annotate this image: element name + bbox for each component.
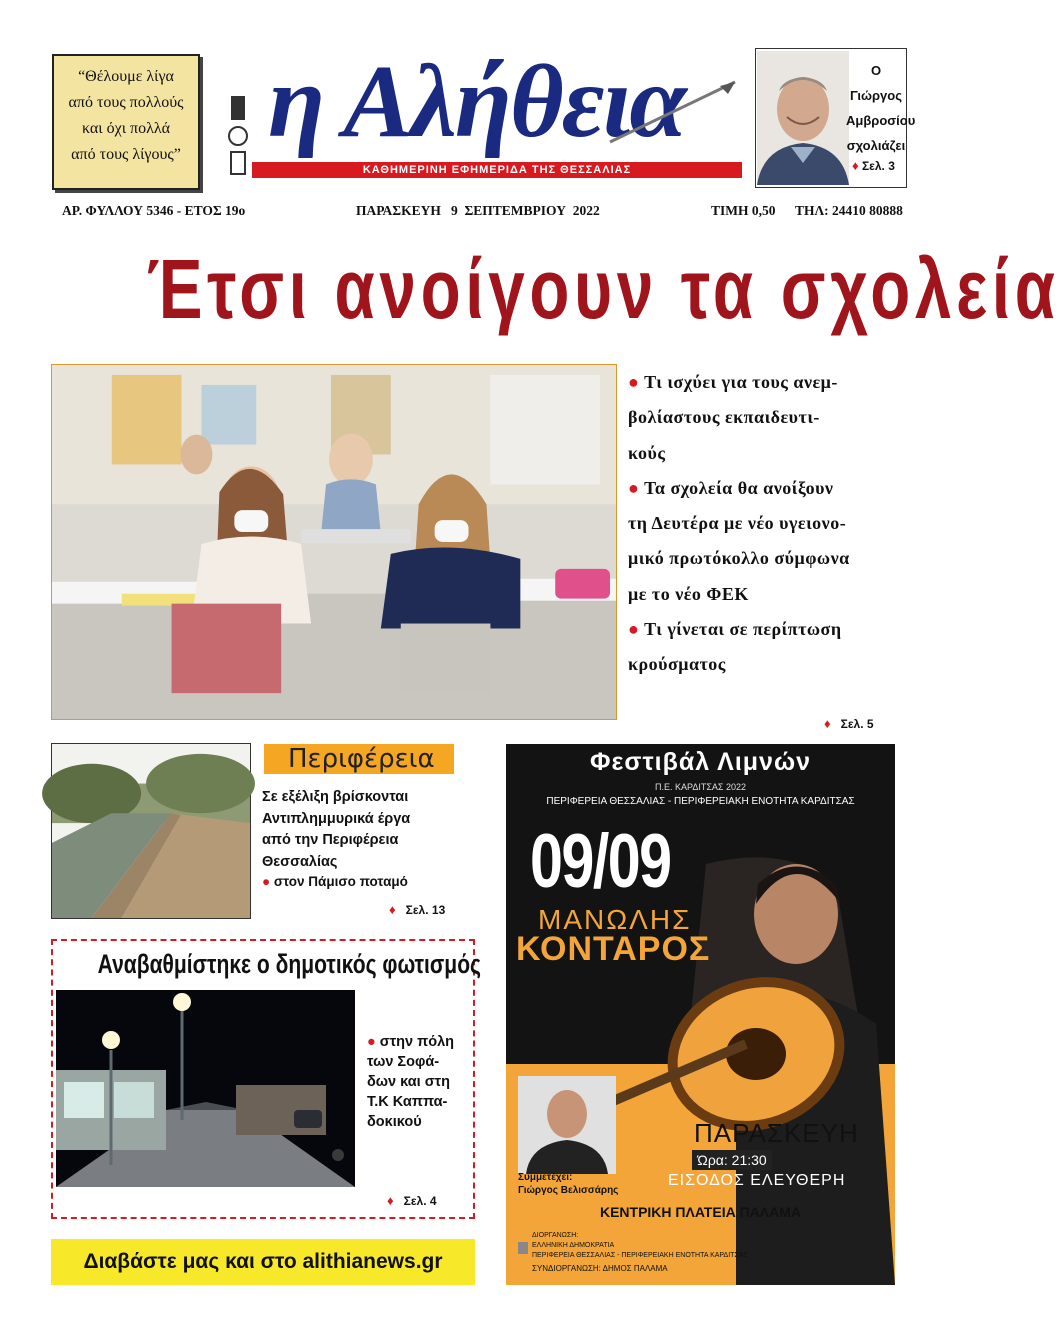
story-line: των Σοφά-	[367, 1054, 440, 1070]
page-ref-label: Σελ. 5	[840, 717, 874, 731]
issue-phone: ΤΗΛ: 24410 80888	[795, 203, 903, 218]
columnist-text	[846, 58, 916, 158]
story-line	[367, 1032, 467, 1052]
page-ref-label: Σελ. 13	[405, 903, 446, 917]
artist-first-name: ΜΑΝΩΛΗΣ	[538, 904, 692, 935]
festival-title: Φεστιβάλ Λιμνών	[590, 748, 811, 776]
columnist-line: σχολιάζει	[846, 138, 906, 153]
guest-label: Συμμετέχει:	[518, 1172, 573, 1183]
bullet-item[interactable]	[628, 471, 918, 612]
diamond-icon: ♦	[852, 158, 859, 173]
event-entry: ΕΙΣΟΔΟΣ ΕΛΕΥΘΕΡΗ	[668, 1172, 846, 1189]
masthead-tagline: ΚΑΘΗΜΕΡΙΝΗ ΕΦΗΜΕΡΙΔΑ ΤΗΣ ΘΕΣΣΑΛΙΑΣ	[252, 162, 742, 178]
bullet-line: Τα σχολεία θα ανοίξουν	[644, 477, 834, 498]
lighting-story-text	[367, 1032, 467, 1132]
ad-org-label: ΔΙΟΡΓΑΝΩΣΗ:	[532, 1232, 579, 1239]
quote-line: από τους πολλούς	[68, 94, 184, 111]
event-day: ΠΑΡΑΣΚΕΥΗ	[694, 1118, 859, 1148]
festival-date: 09/09	[530, 819, 671, 904]
bullet-line: κρούσματος	[628, 654, 726, 675]
columnist-line: Αμβροσίου	[846, 113, 916, 128]
festival-subtitle: Π.Ε. ΚΑΡΔΙΤΣΑΣ 2022	[654, 782, 746, 792]
bullet-line: κούς	[628, 442, 666, 463]
bullet-line: τη Δευτέρα με νέο υγειονο-	[628, 513, 847, 534]
quote-box	[52, 54, 200, 190]
lighting-page-ref[interactable]	[387, 1193, 437, 1208]
section-label: Περιφέρεια	[264, 744, 454, 774]
bullet-line: με το νέο ΦΕΚ	[628, 583, 749, 604]
website-banner[interactable]: Διαβάστε μας και στο alithianews.gr	[51, 1239, 475, 1285]
story-line: δων και στη	[367, 1074, 450, 1090]
quote-line: από τους λίγους”	[71, 146, 181, 163]
ad-co-organizer: ΣΥΝΔΙΟΡΓΑΝΩΣΗ: ΔΗΜΟΣ ΠΑΛΑΜΑ	[532, 1264, 668, 1273]
event-time: Ώρα: 21:30	[692, 1150, 772, 1170]
ad-org-line: ΠΕΡΙΦΕΡΕΙΑ ΘΕΣΣΑΛΙΑΣ - ΠΕΡΙΦΕΡΕΙΑΚΗ ΕΝΟΤΗΤΑ ΚΑΡΔΙΤΣΑΣ	[532, 1252, 748, 1259]
lighting-story-title[interactable]: Αναβαθμίστηκε ο δημοτικός φωτισμός	[97, 949, 482, 979]
event-venue: ΚΕΝΤΡΙΚΗ ΠΛΑΤΕΙΑ ΠΑΛΑΜΑ	[599, 1204, 802, 1220]
main-page-ref[interactable]	[824, 716, 874, 731]
quote-line: “Θέλουμε λίγα	[78, 68, 174, 85]
story-line: Σε εξέλιξη βρίσκονται	[262, 789, 409, 805]
story-line-text: στην πόλη	[379, 1034, 455, 1050]
artist-last-name: ΚΟΝΤΑΡΟΣ	[516, 930, 711, 968]
diamond-icon: ♦	[389, 902, 396, 917]
street-night-photo	[56, 990, 355, 1187]
bullet-icon: ●	[628, 619, 640, 640]
ad-org-line: ΕΛΛΗΝΙΚΗ ΔΗΜΟΚΡΑΤΙΑ	[532, 1242, 615, 1249]
issue-number: ΑΡ. ΦΥΛΛΟΥ 5346 - ΕΤΟΣ 19ο	[62, 203, 246, 218]
diamond-icon: ♦	[387, 1193, 394, 1208]
river-photo	[51, 743, 251, 919]
story-line: Θεσσαλίας	[262, 853, 338, 870]
region-story-text[interactable]	[262, 787, 477, 873]
quote-line: και όχι πολλά	[82, 120, 170, 137]
story-sub-text: στον Πάμισο ποταμό	[273, 874, 408, 889]
bullet-line: Τι γίνεται σε περίπτωση	[644, 619, 842, 640]
bullet-line: μικό πρωτόκολλο σύμφωνα	[628, 548, 850, 569]
page-ref-label: Σελ. 3	[861, 159, 895, 173]
masthead-title: η Αλήθεια	[268, 44, 685, 159]
main-headline[interactable]: Έτσι ανοίγουν τα σχολεία	[146, 242, 1060, 336]
columnist-line: Ο Γιώργος	[850, 63, 902, 103]
guest-name: Γιώργος Βελισσάρης	[518, 1185, 619, 1196]
diamond-icon: ♦	[824, 716, 831, 731]
bullet-line: Τι ισχύει για τους ανεμ-	[644, 372, 838, 392]
quill-icon	[600, 78, 740, 148]
publisher-seal-icon	[227, 96, 249, 176]
issue-price: ΤΙΜΗ 0,50	[711, 203, 776, 218]
bullet-icon: ●	[628, 477, 640, 498]
bullet-icon: ●	[628, 372, 640, 392]
bullet-icon: ●	[367, 1034, 376, 1050]
story-line: Αντιπλημμυρικά έργα	[262, 810, 411, 827]
issue-date: ΠΑΡΑΣΚΕΥΗ 9 ΣΕΠΤΕΜΒΡΙΟΥ 2022	[356, 203, 600, 218]
story-line: από την Περιφέρεια	[262, 832, 399, 848]
bullet-icon: ●	[262, 874, 271, 889]
story-line: Τ.Κ Καππα-	[367, 1094, 448, 1110]
bullet-item[interactable]	[628, 612, 918, 683]
main-bullets	[628, 365, 918, 683]
festival-ad[interactable]	[506, 744, 895, 1285]
columnist-photo	[757, 51, 849, 185]
columnist-page-ref[interactable]	[852, 158, 895, 173]
bullet-line: βολίαστους εκπαιδευτι-	[628, 407, 820, 428]
classroom-photo	[51, 364, 617, 720]
region-page-ref[interactable]	[389, 902, 445, 917]
story-line: δοκικού	[367, 1114, 422, 1130]
page-ref-label: Σελ. 4	[403, 1194, 437, 1208]
festival-organizer: ΠΕΡΙΦΕΡΕΙΑ ΘΕΣΣΑΛΙΑΣ - ΠΕΡΙΦΕΡΕΙΑΚΗ ΕΝΟΤΗΤΑ ΚΑΡΔΙΤΣΑΣ	[546, 796, 855, 807]
region-story-sub	[262, 874, 408, 889]
bullet-item[interactable]	[628, 365, 918, 471]
